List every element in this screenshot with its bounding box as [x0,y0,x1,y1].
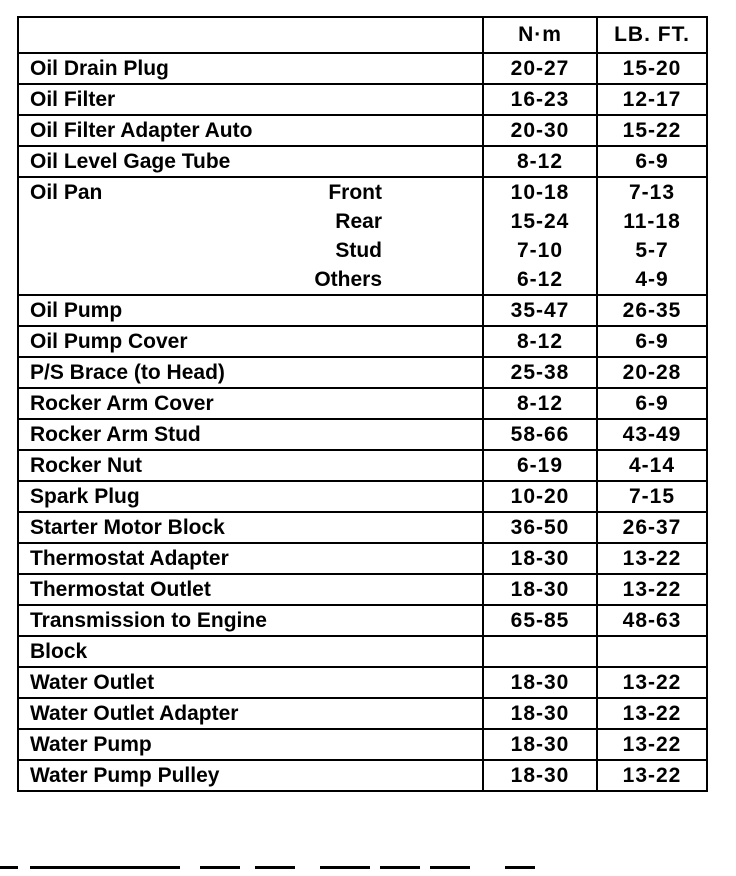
footer-dash [200,866,240,869]
lbft-value: 12-17 [597,84,707,115]
component-name: Oil Drain Plug [18,53,483,84]
component-name: Water Pump Pulley [18,760,483,791]
footer-rule [0,866,736,870]
oil-pan-sub-label: Stud [335,239,382,262]
torque-spec-table [17,16,708,792]
header-name-cell [18,17,483,53]
table-row [18,481,707,512]
table-row [18,698,707,729]
nm-value [483,636,597,667]
lbft-value: 4-9 [597,265,707,295]
table-row [18,84,707,115]
nm-value: 7-10 [483,236,597,265]
lbft-value: 20-28 [597,357,707,388]
nm-value: 16-23 [483,84,597,115]
table-row [18,146,707,177]
oil-pan-row-others [18,265,707,295]
lbft-value: 43-49 [597,419,707,450]
table-row [18,605,707,636]
lbft-value [597,636,707,667]
lbft-value: 13-22 [597,543,707,574]
nm-value: 25-38 [483,357,597,388]
header-row [18,17,707,53]
footer-dash [0,866,18,869]
nm-value: 20-30 [483,115,597,146]
component-name: Starter Motor Block [18,512,483,543]
table-row [18,729,707,760]
component-name: Rocker Nut [18,450,483,481]
table-row [18,574,707,605]
nm-value: 35-47 [483,295,597,326]
oil-pan-row-rear [18,207,707,236]
lbft-value: 6-9 [597,146,707,177]
lbft-value: 13-22 [597,729,707,760]
component-name: Rocker Arm Cover [18,388,483,419]
component-name: Oil Filter Adapter Auto [18,115,483,146]
header-lbft: LB. FT. [597,17,707,53]
lbft-value: 15-22 [597,115,707,146]
nm-value: 18-30 [483,698,597,729]
header-nm: N·m [483,17,597,53]
lbft-value: 6-9 [597,326,707,357]
nm-value: 10-18 [483,177,597,207]
nm-value: 18-30 [483,729,597,760]
nm-value: 8-12 [483,146,597,177]
component-name: Water Pump [18,729,483,760]
nm-value: 6-19 [483,450,597,481]
oil-pan-row-front [18,177,707,207]
footer-dash [380,866,420,869]
oil-pan-sub-cell [18,265,483,295]
oil-pan-name: Oil Pan [30,181,103,204]
oil-pan-row-stud [18,236,707,265]
oil-pan-name-cell [18,177,483,207]
nm-value: 8-12 [483,326,597,357]
table-row [18,419,707,450]
footer-dash [430,866,470,869]
component-name: Thermostat Adapter [18,543,483,574]
lbft-value: 4-14 [597,450,707,481]
lbft-value: 48-63 [597,605,707,636]
table-row [18,326,707,357]
table-row [18,357,707,388]
lbft-value: 11-18 [597,207,707,236]
oil-pan-sub-label: Front [328,181,382,204]
lbft-value: 26-37 [597,512,707,543]
lbft-value: 7-15 [597,481,707,512]
component-name: Spark Plug [18,481,483,512]
oil-pan-sub-label: Rear [335,210,382,233]
lbft-value: 15-20 [597,53,707,84]
nm-value: 18-30 [483,574,597,605]
nm-value: 18-30 [483,667,597,698]
table-row [18,512,707,543]
nm-value: 18-30 [483,760,597,791]
table-row [18,115,707,146]
component-name: Oil Pump [18,295,483,326]
footer-dash [30,866,180,869]
footer-dash [255,866,295,869]
table-row [18,450,707,481]
lbft-value: 13-22 [597,698,707,729]
table-row [18,667,707,698]
nm-value: 8-12 [483,388,597,419]
table-row [18,53,707,84]
nm-value: 15-24 [483,207,597,236]
table-row [18,760,707,791]
oil-pan-sub-label: Others [314,268,382,291]
component-name: Oil Level Gage Tube [18,146,483,177]
lbft-value: 13-22 [597,574,707,605]
component-name: Oil Filter [18,84,483,115]
table-row [18,388,707,419]
footer-dash [320,866,370,869]
nm-value: 18-30 [483,543,597,574]
lbft-value: 6-9 [597,388,707,419]
component-name: Water Outlet [18,667,483,698]
component-name: Transmission to Engine [18,605,483,636]
lbft-value: 26-35 [597,295,707,326]
table-row [18,543,707,574]
oil-pan-sub-cell [18,236,483,265]
oil-pan-sub-cell [18,207,483,236]
nm-value: 58-66 [483,419,597,450]
component-name: Oil Pump Cover [18,326,483,357]
nm-value: 20-27 [483,53,597,84]
component-name: P/S Brace (to Head) [18,357,483,388]
nm-value: 6-12 [483,265,597,295]
table-row [18,295,707,326]
lbft-value: 13-22 [597,760,707,791]
lbft-value: 5-7 [597,236,707,265]
table-row [18,636,707,667]
footer-dash [505,866,535,869]
component-name: Rocker Arm Stud [18,419,483,450]
lbft-value: 13-22 [597,667,707,698]
component-name: Water Outlet Adapter [18,698,483,729]
nm-value: 10-20 [483,481,597,512]
nm-value: 65-85 [483,605,597,636]
component-name: Block [18,636,483,667]
component-name: Thermostat Outlet [18,574,483,605]
lbft-value: 7-13 [597,177,707,207]
nm-value: 36-50 [483,512,597,543]
